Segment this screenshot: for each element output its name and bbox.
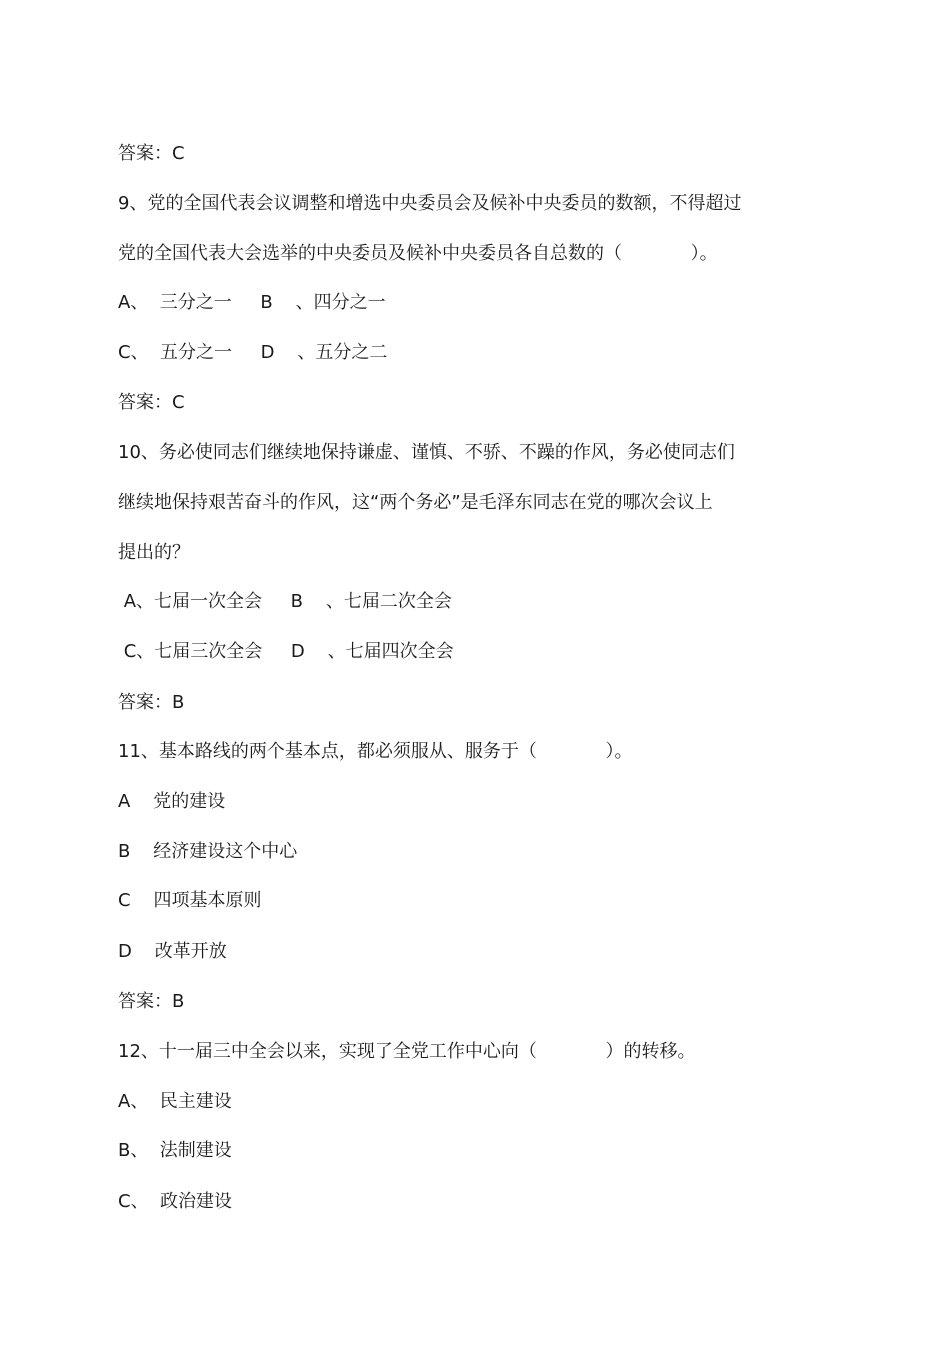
question-10-line-2: 继续地保持艰苦奋斗的作风，这“两个务必”是毛泽东同志在党的哪次会议上: [118, 492, 713, 513]
question-10-options-cd: C、七届三次全会 D 、七届四次全会: [118, 641, 454, 662]
question-9-options-cd: C、 五分之一 D 、五分之二: [118, 342, 388, 363]
question-12-option-b: B、 法制建设: [118, 1140, 232, 1161]
question-10-line-3: 提出的？: [118, 542, 190, 563]
answer-9: 答案：C: [118, 392, 185, 413]
answer-10: 答案：B: [118, 692, 185, 713]
question-9-line-2: 党的全国代表大会选举的中央委员及候补中央委员各自总数的（ ）。: [118, 243, 718, 264]
question-12-option-a: A、 民主建设: [118, 1091, 232, 1112]
question-11: 11、基本路线的两个基本点，都必须服从、服务于（ ）。: [118, 741, 633, 762]
question-11-option-d: D 改革开放: [118, 941, 227, 962]
question-10-line-1: 10、务必使同志们继续地保持谦虚、谨慎、不骄、不躁的作风，务必使同志们: [118, 442, 735, 463]
answer-8: 答案：C: [118, 143, 185, 164]
question-11-option-c: C 四项基本原则: [118, 890, 262, 911]
question-9-line-1: 9、党的全国代表会议调整和增选中央委员会及候补中央委员的数额，不得超过: [118, 193, 742, 214]
answer-11: 答案：B: [118, 991, 185, 1012]
question-9-options-ab: A、 三分之一 B 、四分之一: [118, 292, 386, 313]
question-11-option-a: A 党的建设: [118, 791, 226, 812]
question-11-option-b: B 经济建设这个中心: [118, 841, 298, 862]
question-10-options-ab: A、七届一次全会 B 、七届二次全会: [118, 591, 452, 612]
question-12-option-c: C、 政治建设: [118, 1191, 233, 1212]
question-12: 12、十一届三中全会以来，实现了全党工作中心向（ ）的转移。: [118, 1041, 696, 1062]
